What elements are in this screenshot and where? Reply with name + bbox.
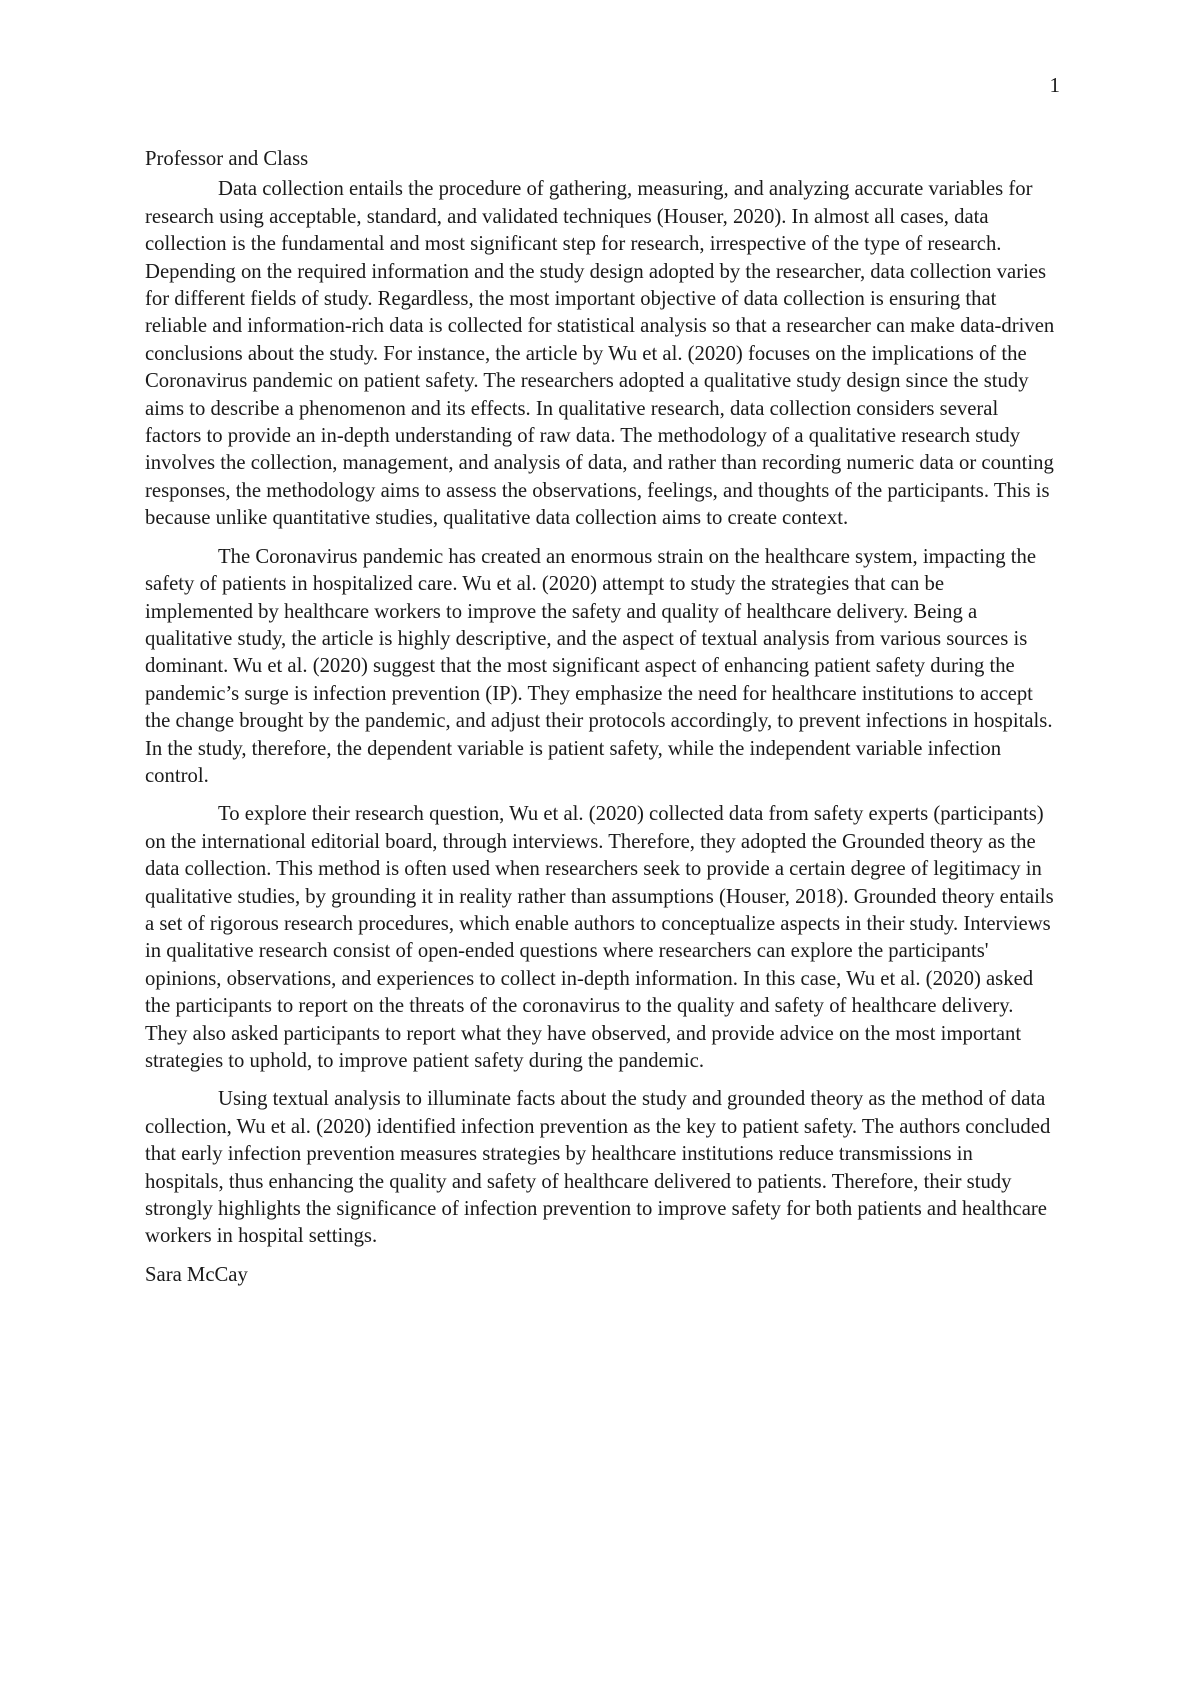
author-signature: Sara McCay	[145, 1263, 248, 1286]
paragraph-2: The Coronavirus pandemic has created an enormous strain on the healthcare system, impacting the safety of patients in hospitalized care. Wu et al. (2020) attempt to study the strategies that can be implemented by healthcare workers to improve the safety and quality of healthcare delivery. Being a qualitative study, the article is highly descriptive, and the aspect of textual analysis from various sources is dominant. Wu et al. (2020) suggest that the most significant aspect of enhancing patient safety during the pandemic’s surge is infection prevention (IP). They emphasize the need for healthcare institutions to accept the change brought by the pandemic, and adjust their protocols accordingly, to prevent infections in hospitals. In the study, therefore, the dependent variable is patient safety, while the independent variable infection control.	[145, 545, 1053, 787]
paragraph-1: Data collection entails the procedure of gathering, measuring, and analyzing accurate variables for research using acceptable, standard, and validated techniques (Houser, 2020). In almost all cases, data collection is the fundamental and most significant step for research, irrespective of the type of research. Depending on the required information and the study design adopted by the researcher, data collection varies for different fields of study. Regardless, the most important objective of data collection is ensuring that reliable and information-rich data is collected for statistical analysis so that a researcher can make data-driven conclusions about the study. For instance, the article by Wu et al. (2020) focuses on the implications of the Coronavirus pandemic on patient safety. The researchers adopted a qualitative study design since the study aims to describe a phenomenon and its effects. In qualitative research, data collection considers several factors to provide an in-depth understanding of raw data. The methodology of a qualitative research study involves the collection, management, and analysis of data, and rather than recording numeric data or counting responses, the methodology aims to assess the observations, feelings, and thoughts of the participants. This is because unlike quantitative studies, qualitative data collection aims to create context.	[145, 178, 1055, 530]
page-number: 1	[1049, 73, 1060, 97]
paragraph-4: Using textual analysis to illuminate facts about the study and grounded theory as the method of data collection, Wu et al. (2020) identified infection prevention as the key to patient safety. The authors concluded that early infection prevention measures strategies by healthcare institutions reduce transmissions in hospitals, thus enhancing the quality and safety of healthcare delivered to patients. Therefore, their study strongly highlights the significance of infection prevention to improve safety for both patients and healthcare workers in hospital settings.	[145, 1088, 1051, 1248]
document-body	[145, 146, 1055, 1289]
document-header: Professor and Class	[145, 148, 309, 170]
paragraph-3: To explore their research question, Wu et al. (2020) collected data from safety experts (participants) on the international editorial board, through interviews. Therefore, they adopted the Grounded theory as the data collection. This method is often used when researchers seek to provide a certain degree of legitimacy in qualitative studies, by grounding it in reality rather than assumptions (Houser, 2018). Grounded theory entails a set of rigorous research procedures, which enable authors to conceptualize aspects in their study. Interviews in qualitative research consist of open-ended questions where researchers can explore the participants' opinions, observations, and experiences to collect in-depth information. In this case, Wu et al. (2020) asked the participants to report on the threats of the coronavirus to the quality and safety of healthcare delivery. They also asked participants to report what they have observed, and provide advice on the most important strategies to uphold, to improve patient safety during the pandemic.	[145, 803, 1054, 1072]
